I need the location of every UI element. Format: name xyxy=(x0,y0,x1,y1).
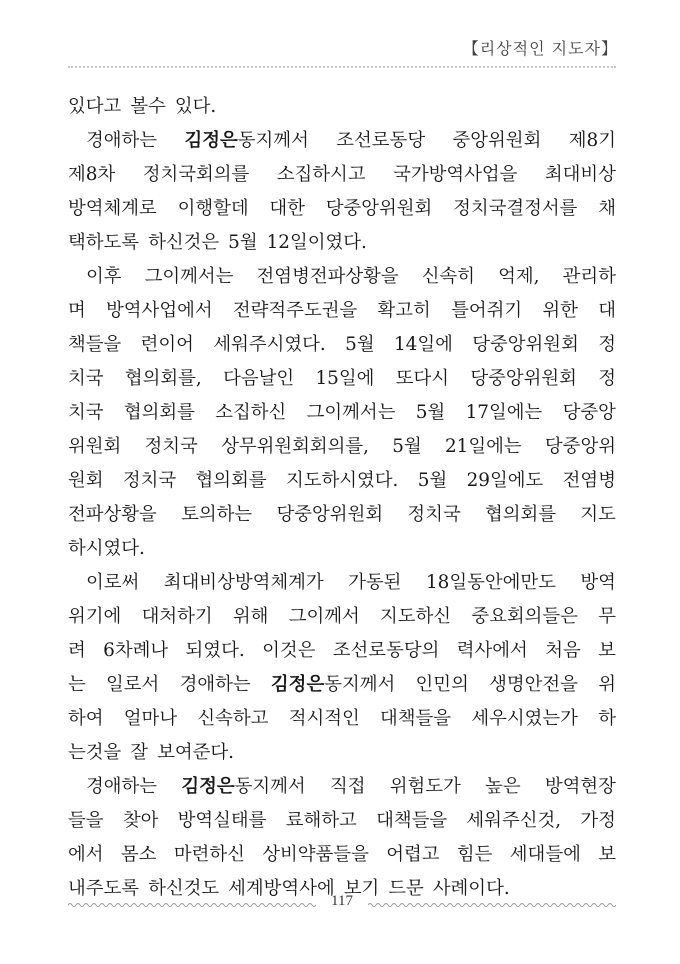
text-line: 들을 찾아 방역실태를 료해하고 대책들을 세워주신것, 가정 xyxy=(68,810,616,831)
text-line: 원회 정치국 협의회를 지도하시였다. 5월 29일에도 전염병 xyxy=(68,470,616,491)
running-title: 【리상적인 지도자】 xyxy=(462,39,618,58)
leader-name: 김정은 xyxy=(270,674,325,695)
text-line: 방역체계로 이행할데 대한 당중앙위원회 정치국결정서를 채 xyxy=(68,198,616,219)
body-text xyxy=(68,90,616,906)
footer-ornament-right xyxy=(368,902,616,908)
text-line: 며 방역사업에서 전략적주도권을 확고히 틀어쥐기 위한 대 xyxy=(68,300,616,321)
text-line: 내주도록 하신것도 세계방역사에 보기 드문 사례이다. xyxy=(68,878,510,899)
text-line: 하여 얼마나 신속하고 적시적인 대책들을 세우시였는가 하 xyxy=(68,708,616,729)
page-number: 117 xyxy=(331,893,353,909)
text-line: 책들을 련이어 세워주시였다. 5월 14일에 당중앙위원회 정 xyxy=(68,334,616,355)
text-line: 치국 협의회를 소집하신 그이께서는 5월 17일에는 당중앙 xyxy=(68,402,616,423)
text-line: 이후 그이께서는 전염병전파상황을 신속히 억제, 관리하 xyxy=(86,266,616,287)
text-line: 하시였다. xyxy=(68,538,145,559)
text-line: 전파상황을 토의하는 당중앙위원회 정치국 협의회를 지도 xyxy=(68,504,616,525)
leader-name: 김정은 xyxy=(181,776,235,797)
text-line: 이로써 최대비상방역체계가 가동된 18일동안에만도 방역 xyxy=(86,572,616,593)
text-line: 에서 몸소 마련하신 상비약품들을 어렵고 힘든 세대들에 보 xyxy=(68,844,616,865)
text-line: 위원회 정치국 상무위원회회의를, 5월 21일에는 당중앙위 xyxy=(68,436,616,457)
text-line: 는것을 잘 보여준다. xyxy=(68,742,234,763)
text-line: 제8차 정치국회의를 소집하시고 국가방역사업을 최대비상 xyxy=(68,164,616,185)
text-line: 치국 협의회를, 다음날인 15일에 또다시 당중앙위원회 정 xyxy=(68,368,616,389)
text-line: 위기에 대처하기 위해 그이께서 지도하신 중요회의들은 무 xyxy=(68,606,616,627)
page-footer xyxy=(68,893,616,913)
text-line: 려 6차례나 되였다. 이것은 조선로동당의 력사에서 처음 보 xyxy=(68,640,616,661)
leader-name: 김정은 xyxy=(184,130,238,151)
text-line: 는 일로서 경애하는 김정은동지께서 인민의 생명안전을 위 xyxy=(68,668,616,702)
text-line: 있다고 볼수 있다. xyxy=(68,96,217,117)
text-line: 택하도록 하신것은 5월 12일이였다. xyxy=(68,232,367,253)
header-divider xyxy=(68,66,616,68)
text-line: 경애하는 김정은동지께서 조선로동당 중앙위원회 제8기 xyxy=(68,124,616,158)
text-line: 경애하는 김정은동지께서 직접 위험도가 높은 방역현장 xyxy=(68,770,616,804)
